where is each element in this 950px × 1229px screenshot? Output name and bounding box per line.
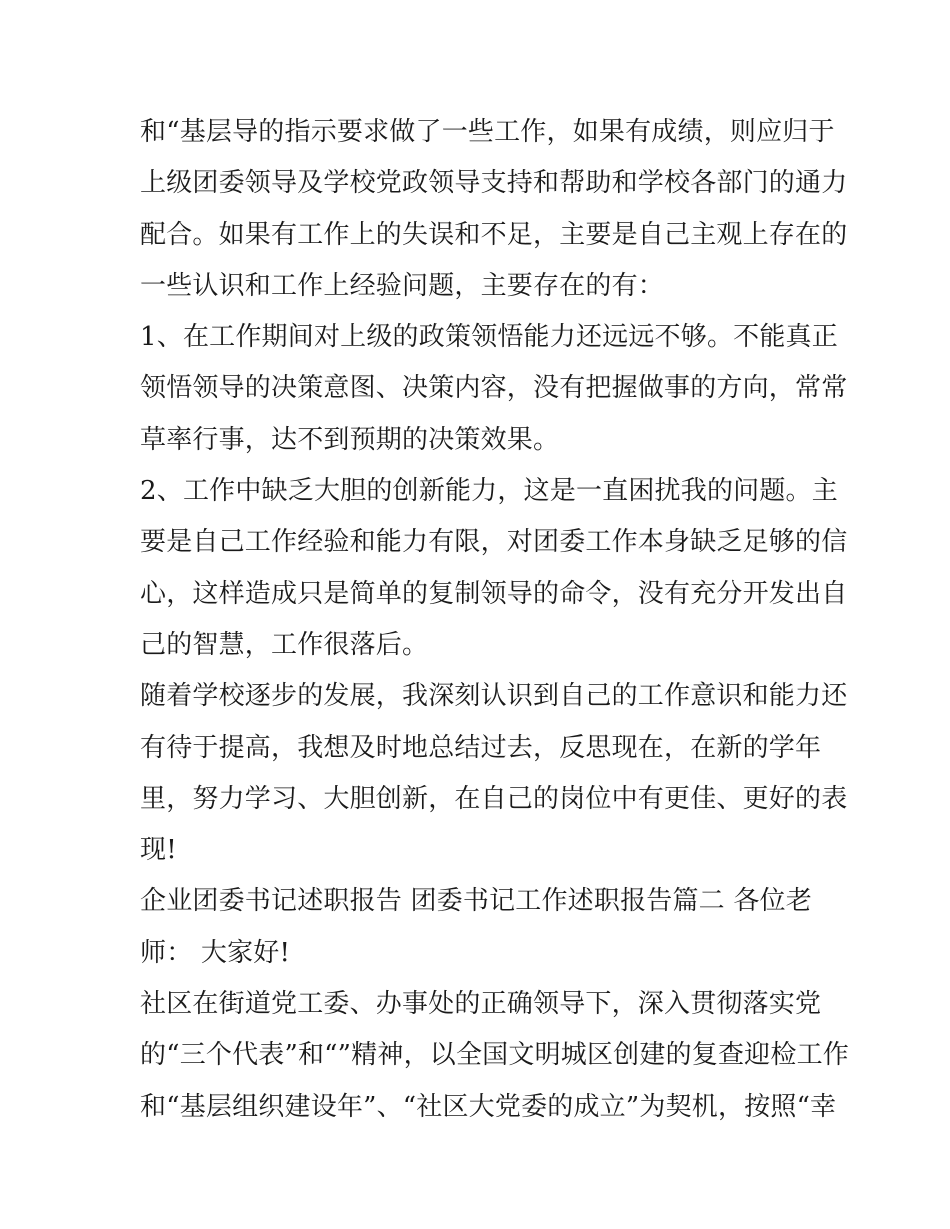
text-line: 现!	[140, 835, 177, 866]
text-line: 要是自己工作经验和能力有限，对团委工作本身缺乏足够的信	[140, 527, 848, 558]
text-line: 师： 大家好!	[140, 937, 291, 968]
text-line: 和“基层导的指示要求做了一些工作，如果有成绩，则应归于	[140, 117, 835, 147]
text-line: 企业团委书记述职报告 团委书记工作述职报告篇二 各位老	[140, 886, 812, 917]
text-line: 领悟领导的决策意图、决策内容，没有把握做事的方向，常常	[140, 373, 848, 404]
document-body	[140, 107, 849, 1133]
text-line: 草率行事，达不到预期的决策效果。	[140, 424, 560, 455]
text-line: 随着学校逐步的发展，我深刻认识到自己的工作意识和能力还	[140, 681, 848, 712]
text-line: 一些认识和工作上经验问题，主要存在的有：	[140, 270, 665, 301]
text-line: 2、工作中缺乏大胆的创新能力，这是一直困扰我的问题。主	[140, 476, 838, 507]
text-line: 有待于提高，我想及时地总结过去，反思现在，在新的学年	[140, 732, 822, 763]
text-line: 心，这样造成只是简单的复制领导的命令，没有充分开发出自	[140, 578, 848, 609]
text-line: 里，努力学习、大胆创新，在自己的岗位中有更佳、更好的表	[140, 783, 848, 814]
text-line: 和“基层组织建设年”、“社区大党委的成立”为契机，按照“幸	[140, 1091, 837, 1122]
text-line: 己的智慧，工作很落后。	[140, 629, 429, 660]
text-line: 的“三个代表”和“”精神，以全国文明城区创建的复查迎检工作	[140, 1040, 849, 1071]
text-line: 配合。如果有工作上的失误和不足，主要是自己主观上存在的	[140, 219, 848, 250]
text-line: 1、在工作期间对上级的政策领悟能力还远远不够。不能真正	[140, 322, 838, 353]
text-line: 上级团委领导及学校党政领导支持和帮助和学校各部门的通力	[140, 168, 848, 199]
text-line: 社区在街道党工委、办事处的正确领导下，深入贯彻落实党	[140, 989, 822, 1020]
